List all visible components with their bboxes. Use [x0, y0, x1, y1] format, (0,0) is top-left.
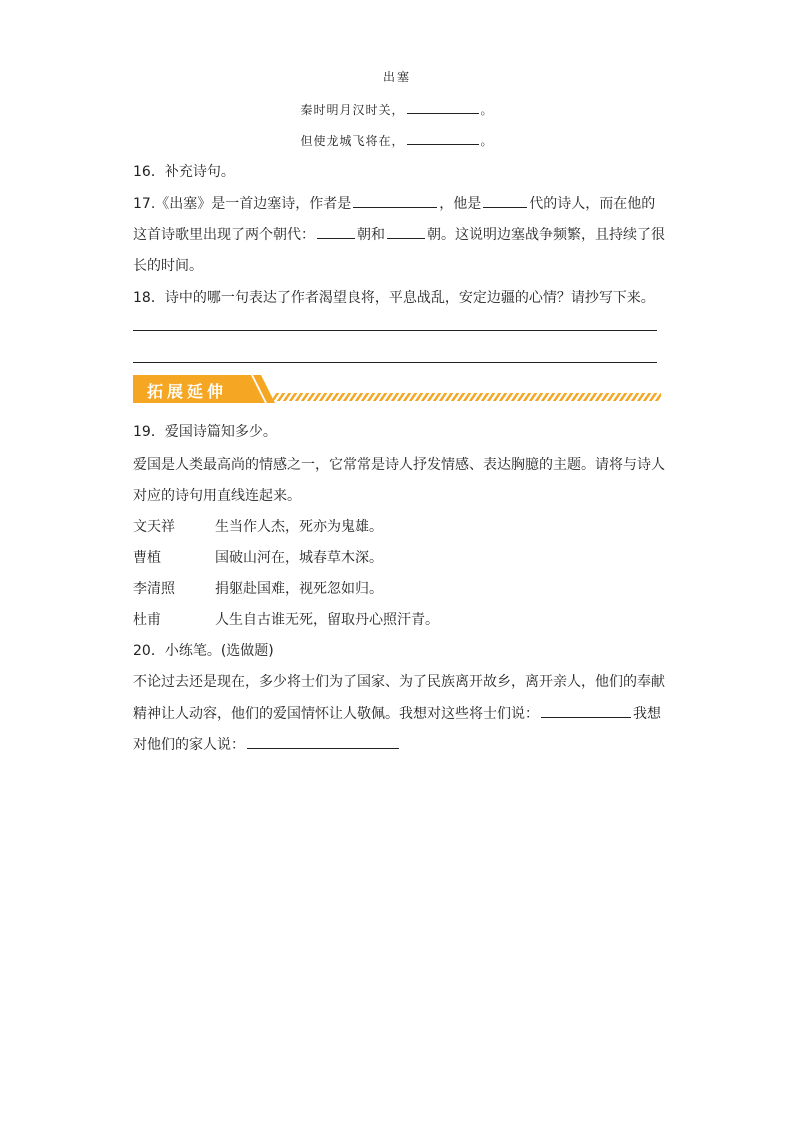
q18-answer-line-2[interactable] [133, 362, 657, 363]
poet-name: 李清照 [133, 581, 175, 597]
verse-text: 人生自古谁无死，留取丹心照汗青。 [215, 612, 439, 628]
match-row-2[interactable] [133, 547, 383, 567]
question-17-line-3: 长的时间。 [133, 258, 203, 274]
q17-dynasty-2-blank[interactable] [387, 237, 425, 239]
q17-text-2: ，他是 [439, 196, 482, 212]
verse-text: 国破山河在，城春草木深。 [215, 550, 383, 566]
q20-family-blank[interactable] [247, 747, 399, 749]
poet-name: 杜甫 [133, 612, 161, 628]
banner-label: 拓展延伸 [147, 382, 228, 401]
poem-line-2-blank[interactable] [407, 143, 479, 145]
poem-line-1-blank[interactable] [407, 112, 479, 114]
poem-line-1-end: 。 [480, 103, 494, 117]
poet-name: 曹植 [133, 550, 161, 566]
q20-soldiers-blank[interactable] [541, 716, 631, 718]
question-20-line-3 [133, 734, 401, 754]
q20-text-3: 对他们的家人说： [133, 737, 245, 753]
q20-text-2: 我想 [633, 706, 661, 722]
verse-text: 生当作人杰，死亦为鬼雄。 [215, 519, 383, 535]
poem-line-2 [0, 132, 794, 149]
question-20-line-2 [133, 703, 661, 723]
match-row-4[interactable] [133, 609, 439, 629]
q17-text-3: 代的诗人，而在他的 [529, 196, 656, 212]
q17-dynasty-1-blank[interactable] [317, 237, 355, 239]
q17-text-5: 朝和 [357, 227, 385, 243]
poet-name: 文天祥 [133, 519, 175, 535]
q20-text-1: 精神让人动容，他们的爱国情怀让人敬佩。我想对这些将士们说： [133, 706, 539, 722]
q17-text-1: 17.《出塞》是一首边塞诗，作者是 [133, 196, 352, 212]
verse-text: 捐躯赴国难，视死忽如归。 [215, 581, 383, 597]
poem-line-2-end: 。 [480, 134, 494, 148]
poem-line-1-text: 秦时明月汉时关， [300, 103, 405, 117]
question-19-intro-1: 爱国是人类最高尚的情感之一，它常常是诗人抒发情感、表达胸臆的主题。请将与诗人 [133, 457, 665, 473]
q17-text-4: 这首诗歌里出现了两个朝代： [133, 227, 315, 243]
match-row-1[interactable] [133, 516, 383, 536]
q17-author-blank[interactable] [353, 206, 437, 208]
poem-line-2-text: 但使龙城飞将在， [300, 134, 405, 148]
poem-line-1 [0, 101, 794, 118]
q17-dynasty-blank[interactable] [483, 206, 527, 208]
question-19-intro-2: 对应的诗句用直线连起来。 [133, 488, 301, 504]
question-17-line-2 [133, 224, 665, 244]
match-row-3[interactable] [133, 578, 383, 598]
q17-text-6: 朝。这说明边塞战争频繁，且持续了很 [427, 227, 665, 243]
question-16: 16．补充诗句。 [133, 164, 235, 180]
question-18: 18．诗中的哪一句表达了作者渴望良将，平息战乱，安定边疆的心情？请抄写下来。 [133, 290, 655, 306]
question-20-line-1: 不论过去还是现在，多少将士们为了国家、为了民族离开故乡，离开亲人，他们的奉献 [133, 674, 665, 690]
question-19-title: 19．爱国诗篇知多少。 [133, 424, 277, 440]
q18-answer-line-1[interactable] [133, 330, 657, 331]
section-banner [133, 375, 661, 405]
question-17-line-1 [133, 193, 655, 213]
poem-title: 出塞 [382, 70, 411, 84]
question-20-title: 20．小练笔。(选做题) [133, 643, 274, 659]
